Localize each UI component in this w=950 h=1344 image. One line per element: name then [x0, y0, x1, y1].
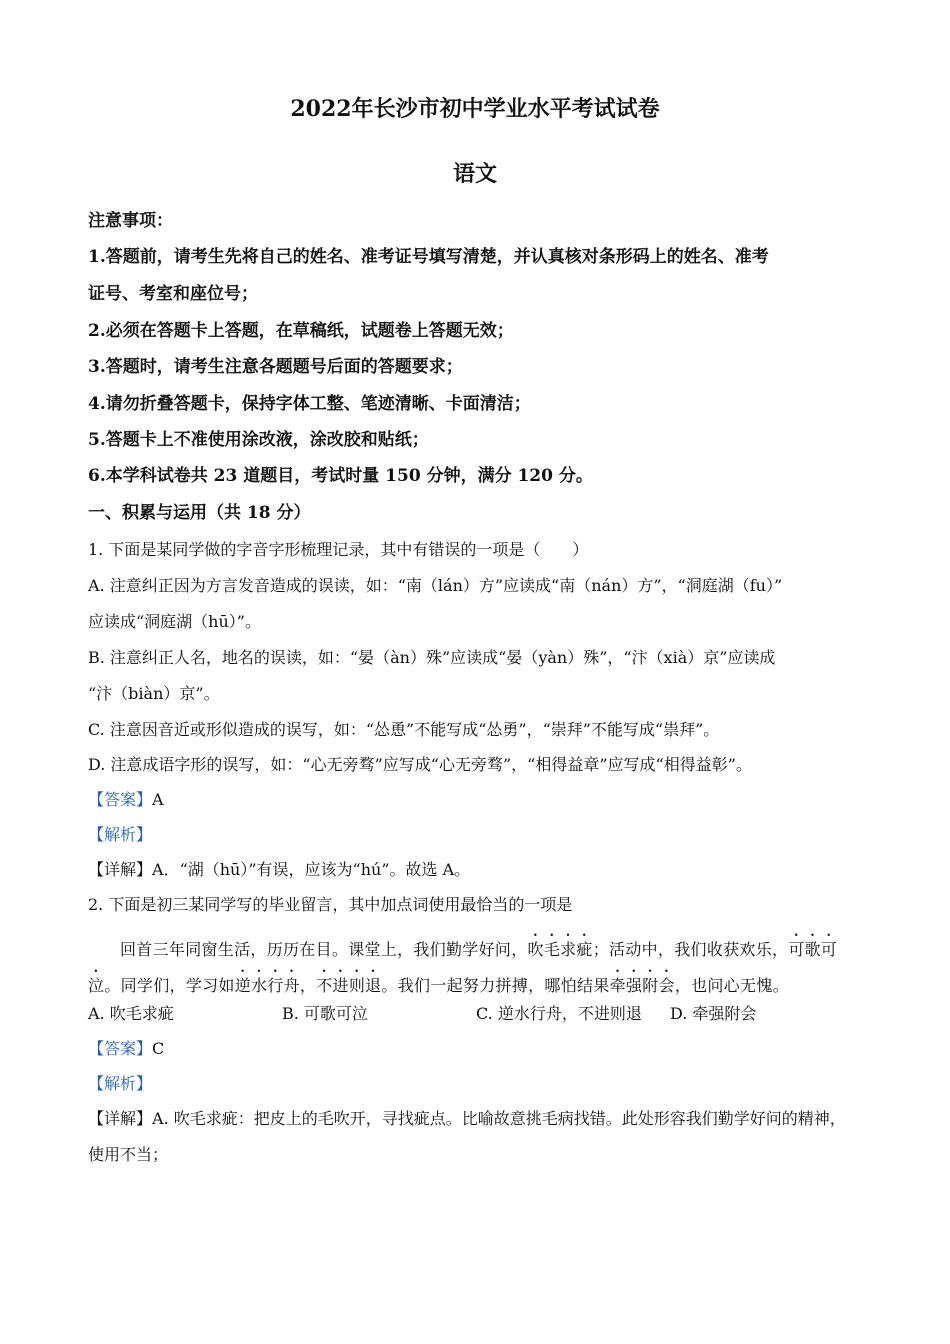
q2-option-a: A. 吹毛求疵: [88, 1004, 174, 1023]
exam-title: 2022年长沙市初中学业水平考试试卷: [290, 96, 660, 122]
q2-detail: A. 吹毛求疵：把皮上的毛吹开，寻找疵点。比喻故意挑毛病找错。此处形容我们勤学好问的精神，: [152, 1109, 846, 1128]
q2-stem: 2. 下面是初三某同学写的毕业留言，其中加点词使用最恰当的一项是: [88, 895, 573, 914]
q2-detail-line: [88, 1108, 846, 1130]
section-heading: 一、积累与运用（共 18 分）: [88, 503, 311, 523]
q1-option-c: C. 注意因音近或形似造成的误写，如：“怂恿”不能写成“怂勇”，“崇拜”不能写成“祟拜”。: [88, 720, 720, 739]
q2-passage-text: 。同学们，学习如: [104, 976, 235, 995]
q2-passage-text: 。我们一起努力拼搏，哪怕结果: [381, 976, 610, 995]
q2-emphasis-2: 可歌可: [788, 940, 838, 959]
q1-detail-tag: 【详解】: [88, 860, 153, 879]
q2-passage-text: 回首三年同窗生活，历历在目。课堂上，我们勤学好问，: [120, 940, 528, 959]
q2-option-b: B. 可歌可泣: [282, 1004, 368, 1023]
q2-passage-text: ，也问心无愧。: [674, 976, 789, 995]
q2-option-d: D. 牵强附会: [670, 1004, 757, 1023]
notice-item-5: 5.答题卡上不准使用涂改液，涂改胶和贴纸；: [88, 430, 429, 450]
q1-answer-line: [88, 789, 164, 811]
q2-analysis-tag: 【解析】: [88, 1074, 153, 1093]
q2-option-c: C. 逆水行舟，不进则退: [476, 1004, 642, 1023]
q1-answer-tag: 【答案】: [88, 790, 153, 809]
notice-heading: 注意事项：: [88, 211, 173, 231]
notice-item-4: 4.请勿折叠答题卡，保持字体工整、笔迹清晰、卡面清洁；: [88, 394, 531, 414]
q2-detail-tag: 【详解】: [88, 1109, 153, 1128]
q2-passage-line-1: [120, 931, 837, 961]
q2-emphasis-4: 牵强附会: [609, 976, 675, 995]
q1-detail: A．“湖（hū）”有误，应该为“hú”。故选 A。: [152, 860, 471, 879]
q1-option-a: A. 注意纠正因为方言发音造成的误读，如：“南（lán）方”应读成“南（nán）方”，“洞庭湖（fu）”: [88, 576, 783, 595]
q2-answer-line: [88, 1038, 164, 1060]
q2-passage-line-2: [88, 967, 789, 997]
q1-answer: A: [152, 790, 164, 809]
q1-analysis-tag: 【解析】: [88, 825, 153, 844]
notice-item-3: 3.答题时，请考生注意各题题号后面的答题要求；: [88, 357, 463, 377]
q2-answer: C: [152, 1039, 165, 1058]
q1-option-b: B. 注意纠正人名，地名的误读，如：“晏（àn）殊”应读成“晏（yàn）殊”，“汴（xià）京”应读成: [88, 648, 776, 667]
q1-option-b-cont: “汴（biàn）京”。: [88, 684, 220, 703]
notice-item-1-cont: 证号、考室和座位号；: [88, 284, 258, 304]
exam-subject: 语文: [452, 161, 497, 187]
notice-item-6: 6.本学科试卷共 23 道题目，考试时量 150 分钟，满分 120 分。: [88, 466, 593, 486]
q1-stem: 1. 下面是某同学做的字音字形梳理记录，其中有错误的一项是（ ）: [88, 540, 589, 559]
q2-emphasis-1: 吹毛求疵: [527, 940, 593, 959]
q1-detail-line: [88, 859, 470, 881]
notice-item-1: 1.答题前，请考生先将自己的姓名、准考证号填写清楚，并认真核对条形码上的姓名、准考: [88, 247, 769, 267]
notice-item-2: 2.必须在答题卡上答题，在草稿纸，试题卷上答题无效；: [88, 321, 514, 341]
q2-answer-tag: 【答案】: [88, 1039, 153, 1058]
q2-detail-cont: 使用不当；: [88, 1145, 169, 1164]
q1-option-d: D. 注意成语字形的误写，如：“心无旁骛”应写成“心无旁骛”，“相得益章”应写成“相得益彰”。: [88, 755, 752, 774]
q2-passage-text: ；活动中，我们收获欢乐，: [592, 940, 789, 959]
q1-option-a-cont: 应读成“洞庭湖（hū）”。: [88, 612, 261, 631]
q2-emphasis-2-cont: 泣: [88, 976, 105, 995]
q2-emphasis-3: 逆水行舟，不进则退: [234, 976, 382, 995]
